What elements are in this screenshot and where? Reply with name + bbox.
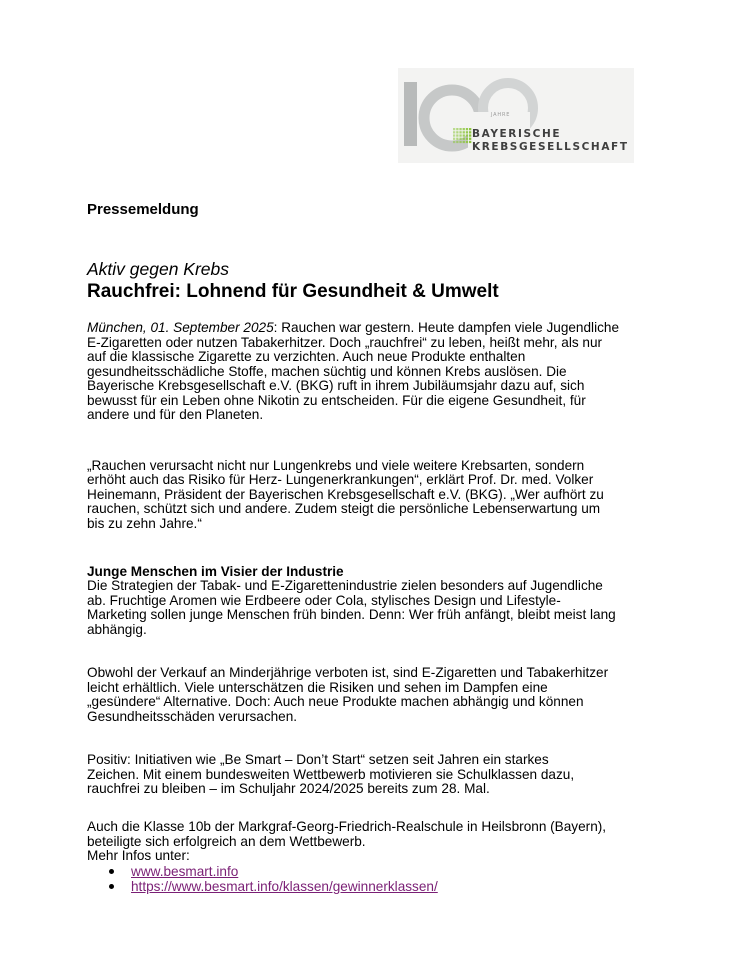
logo-dot [453, 128, 455, 130]
para4-line: beteiligte sich erfolgreich an dem Wettbewerb. [87, 834, 366, 849]
bkg-logo [398, 68, 634, 163]
para1-line: abhängig. [87, 622, 147, 637]
logo-dot [453, 138, 455, 140]
intro-line: andere und für den Planeten. [87, 407, 264, 422]
logo-line-2: KREBSGESELLSCHAFT [472, 141, 629, 153]
logo-dot [456, 131, 458, 133]
para4-line: Mehr Infos unter: [87, 848, 190, 863]
logo-dot [456, 134, 458, 136]
link-besmart[interactable]: www.besmart.info [131, 864, 239, 879]
logo-jahre: JAHRE [491, 112, 511, 118]
logo-dot [463, 134, 465, 136]
intro-line-1-rest: : Rauchen war gestern. Heute dampfen viele Jugendliche [273, 320, 620, 335]
para1-line: Marketing sollen junge Menschen früh binden. Denn: Wer früh anfängt, bleibt meist lang [87, 607, 616, 622]
logo-digit-one [404, 82, 417, 146]
logo-dot [466, 138, 468, 140]
dateline: München, 01. September 2025 [87, 320, 274, 335]
logo-dot [466, 131, 468, 133]
para3-line: rauchfrei zu bleiben – im Schuljahr 2024/2025 bereits zum 28. Mal. [87, 781, 490, 796]
para2-line: Obwohl der Verkauf an Minderjährige verboten ist, sind E-Zigaretten und Tabakerhitzer [87, 665, 609, 680]
para2-line: Gesundheitsschäden verursachen. [87, 709, 298, 724]
para1-line: Die Strategien der Tabak- und E-Zigarettenindustrie zielen besonders auf Jugendliche [87, 578, 603, 593]
kicker: Aktiv gegen Krebs [87, 259, 230, 279]
para3-line: Positiv: Initiativen wie „Be Smart – Don’t Start“ setzen seit Jahren ein starkes [87, 752, 549, 767]
quote-line: bis zu zehn Jahre.“ [87, 516, 202, 531]
link-list [105, 864, 438, 894]
logo-dot [456, 128, 458, 130]
intro-line: auf die klassische Zigarette zu verzichten. Auch neue Produkte enthalten [87, 349, 526, 364]
link-gewinnerklassen[interactable]: https://www.besmart.info/klassen/gewinnerklassen/ [131, 879, 438, 894]
quote-line: rauchen, schützt sich und andere. Zudem steigt die persönliche Lebenserwartung um [87, 501, 601, 516]
logo-dot [469, 131, 471, 133]
logo-dot [463, 128, 465, 130]
link-list-item [105, 864, 438, 879]
logo-dot [456, 141, 458, 143]
intro-line: E-Zigaretten oder nutzen Tabakerhitzer. Doch „rauchfrei“ zu leben, heißt mehr, als nur [87, 335, 603, 350]
logo-line-1: BAYERISCHE [472, 128, 562, 140]
intro-line: Bayerische Krebsgesellschaft e.V. (BKG) ruft in ihrem Jubiläumsjahr dazu auf, sich [87, 378, 585, 393]
logo-dot [459, 131, 461, 133]
link-list-item [105, 879, 438, 894]
headline: Rauchfrei: Lohnend für Gesundheit & Umwelt [87, 281, 499, 302]
logo-dot [466, 134, 468, 136]
quote-line: erhöht auch das Risiko für Herz- Lungenerkrankungen“, erklärt Prof. Dr. med. Volker [87, 472, 594, 487]
logo-dot [469, 134, 471, 136]
logo-dot [463, 131, 465, 133]
para1-line: ab. Fruchtige Aromen wie Erdbeere oder Cola, stylisches Design und Lifestyle- [87, 593, 561, 608]
logo-dot [459, 134, 461, 136]
logo-dot [453, 141, 455, 143]
document-label: Pressemeldung [87, 201, 199, 218]
logo-dot [466, 141, 468, 143]
logo-dot [459, 141, 461, 143]
logo-dot [469, 128, 471, 130]
logo-dot [453, 131, 455, 133]
logo-dot [469, 138, 471, 140]
logo-dot [459, 128, 461, 130]
logo-dot [453, 134, 455, 136]
logo-dot [463, 141, 465, 143]
para2-line: leicht erhältlich. Viele unterschätzen die Risiken und sehen im Dampfen eine [87, 680, 548, 695]
intro-line: bewusst für ein Leben ohne Nikotin zu entscheiden. Für die eigene Gesundheit, für [87, 393, 586, 408]
quote-line: „Rauchen verursacht nicht nur Lungenkrebs und viele weitere Krebsarten, sondern [87, 458, 585, 473]
quote-line: Heinemann, Präsident der Bayerischen Krebsgesellschaft e.V. (BKG). „Wer aufhört zu [87, 487, 604, 502]
logo-dot [463, 138, 465, 140]
intro-line-1 [87, 321, 619, 336]
para2-line: „gesündere“ Alternative. Doch: Auch neue Produkte machen abhängig und können [87, 694, 584, 709]
logo-dot [459, 138, 461, 140]
logo-dot [456, 138, 458, 140]
para3-line: Zeichen. Mit einem bundesweiten Wettbewerb motivieren sie Schulklassen dazu, [87, 767, 575, 782]
para4-line: Auch die Klasse 10b der Markgraf-Georg-Friedrich-Realschule in Heilsbronn (Bayern), [87, 819, 607, 834]
section-heading: Junge Menschen im Visier der Industrie [87, 564, 344, 579]
intro-line: gesundheitsschädliche Stoffe, machen süchtig und können Krebs auslösen. Die [87, 364, 567, 379]
logo-dot [469, 141, 471, 143]
logo-dot [466, 128, 468, 130]
